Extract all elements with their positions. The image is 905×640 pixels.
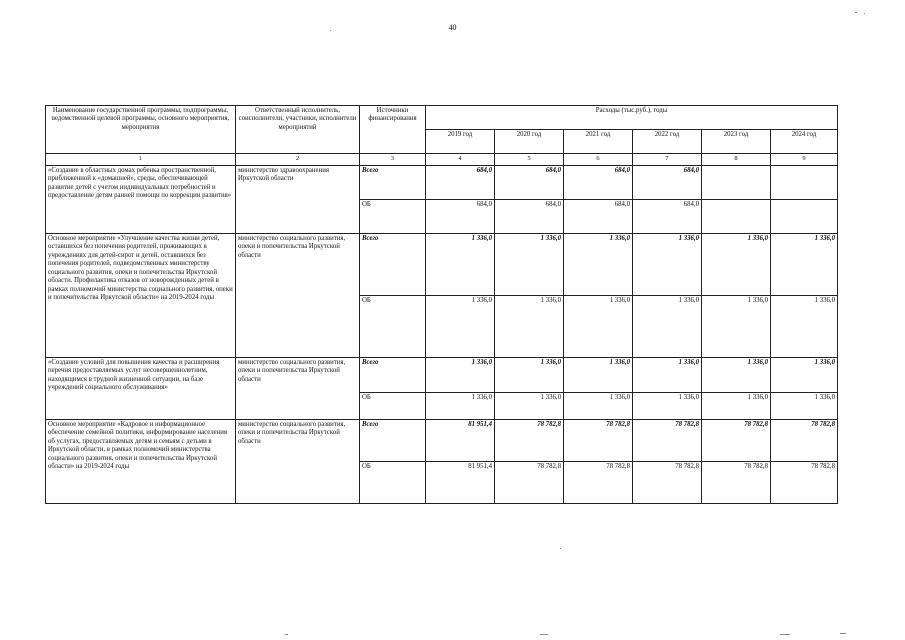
column-number: 5 xyxy=(495,154,564,166)
expense-value: 78 782,8 xyxy=(771,420,838,462)
expense-value: 1 336,0 xyxy=(495,296,564,358)
table-row xyxy=(46,358,838,393)
expense-value: 1 336,0 xyxy=(564,234,633,296)
expense-value: 1 336,0 xyxy=(495,393,564,420)
measure-executor: министерство социального развития, опеки и попечительства Иркутской области xyxy=(236,420,360,504)
expense-value: 684,0 xyxy=(564,166,633,200)
expense-value: 78 782,8 xyxy=(633,420,702,462)
expense-value: 1 336,0 xyxy=(426,393,495,420)
expense-value: 78 782,8 xyxy=(564,462,633,504)
expense-value: 684,0 xyxy=(633,200,702,234)
expense-value: 1 336,0 xyxy=(633,358,702,393)
column-number: 7 xyxy=(633,154,702,166)
header-year: 2024 год xyxy=(771,130,838,154)
expense-value: 1 336,0 xyxy=(702,358,771,393)
scan-speck xyxy=(780,634,790,635)
header-executor: Ответственный исполнитель, соисполнители, участники, исполнители мероприятий xyxy=(236,106,360,154)
scan-speck xyxy=(855,12,857,13)
expense-value: 78 782,8 xyxy=(633,462,702,504)
column-number: 1 xyxy=(46,154,236,166)
expense-value: 1 336,0 xyxy=(702,296,771,358)
expense-value xyxy=(702,200,771,234)
expense-value: 1 336,0 xyxy=(633,393,702,420)
expense-value: 1 336,0 xyxy=(426,358,495,393)
funding-source: ОБ xyxy=(360,393,426,420)
expense-value: 78 782,8 xyxy=(564,420,633,462)
measure-name: «Создание в областных домах ребенка пространственной, приближенной к «домашней», среды, обеспечивающей развитие детей с учетом индивидуальных потребностей и предоставление детям ранней помощи по коррекции развития» xyxy=(46,166,236,234)
expense-value: 1 336,0 xyxy=(771,358,838,393)
funding-source: Всего xyxy=(360,358,426,393)
column-number: 6 xyxy=(564,154,633,166)
budget-table xyxy=(45,105,838,504)
funding-source: ОБ xyxy=(360,296,426,358)
scan-speck xyxy=(330,30,331,31)
header-year: 2023 год xyxy=(702,130,771,154)
expense-value xyxy=(771,200,838,234)
expense-value: 1 336,0 xyxy=(633,234,702,296)
funding-source: Всего xyxy=(360,420,426,462)
expense-value: 1 336,0 xyxy=(495,358,564,393)
expense-value: 78 782,8 xyxy=(702,420,771,462)
scan-speck xyxy=(560,548,561,549)
expense-value: 1 336,0 xyxy=(564,393,633,420)
measure-name: Основное мероприятие «Кадровое и информационное обеспечение семейной политики, информирование населения об услугах, предоставляемых детям и семьям с детьми в Иркутской области, в рамках полномочий министерства социального развития, опеки и попечительства Иркутской области» на 2019-2024 годы xyxy=(46,420,236,504)
expense-value: 1 336,0 xyxy=(564,296,633,358)
scan-speck xyxy=(285,634,288,635)
header-expenses: Расходы (тыс.руб.), годы xyxy=(426,106,838,130)
measure-executor: министерство социального развития, опеки и попечительства Иркутской области xyxy=(236,234,360,358)
expense-value: 1 336,0 xyxy=(495,234,564,296)
scan-speck xyxy=(864,13,865,14)
expense-value: 1 336,0 xyxy=(771,234,838,296)
expense-value: 1 336,0 xyxy=(633,296,702,358)
funding-source: ОБ xyxy=(360,200,426,234)
scan-speck xyxy=(840,633,846,634)
expense-value: 78 782,8 xyxy=(495,420,564,462)
header-source: Источники финансирования xyxy=(360,106,426,154)
page-number: 40 xyxy=(448,23,457,32)
expense-value: 78 782,8 xyxy=(771,462,838,504)
header-year: 2022 год xyxy=(633,130,702,154)
expense-value: 1 336,0 xyxy=(426,296,495,358)
expense-value: 684,0 xyxy=(495,166,564,200)
header-year: 2021 год xyxy=(564,130,633,154)
column-number: 2 xyxy=(236,154,360,166)
header-year: 2020 год xyxy=(495,130,564,154)
measure-executor: министерство социального развития, опеки и попечительства Иркутской области xyxy=(236,358,360,420)
expense-value: 81 951,4 xyxy=(426,420,495,462)
column-number: 3 xyxy=(360,154,426,166)
expense-value: 684,0 xyxy=(564,200,633,234)
expense-value: 684,0 xyxy=(426,200,495,234)
funding-source: Всего xyxy=(360,234,426,296)
column-number: 4 xyxy=(426,154,495,166)
table-row xyxy=(46,234,838,296)
expense-value: 684,0 xyxy=(426,166,495,200)
table-row xyxy=(46,166,838,200)
measure-executor: министерство здравоохранения Иркутской области xyxy=(236,166,360,234)
expense-value xyxy=(771,166,838,200)
expense-value: 1 336,0 xyxy=(771,296,838,358)
header-year: 2019 год xyxy=(426,130,495,154)
table-row xyxy=(46,420,838,462)
column-number: 9 xyxy=(771,154,838,166)
column-number: 8 xyxy=(702,154,771,166)
expense-value: 1 336,0 xyxy=(771,393,838,420)
header-name: Наименование государственной программы, подпрограммы, ведомственной целевой программы, основного мероприятия, мероприятия xyxy=(46,106,236,154)
measure-name: Основное мероприятие «Улучшение качества жизни детей, оставшихся без попечения родителей, проживающих в учреждениях для детей-сирот и детей, оставшихся без попечения родителей, подведомственных министерству социального развития, опеки и попечительства Иркутской области. Профилактика отказов от новорожденных детей в рамках полномочий министерства социального развития, опеки и попечительства Иркутской области» на 2019-2024 годы xyxy=(46,234,236,358)
measure-name: «Создание условий для повышения качества и расширения перечня предоставляемых услуг несовершеннолетним, находящимся в трудной жизненной ситуации, на базе учреждений социального обслуживания» xyxy=(46,358,236,420)
funding-source: ОБ xyxy=(360,462,426,504)
expense-value: 78 782,8 xyxy=(702,462,771,504)
expense-value: 81 951,4 xyxy=(426,462,495,504)
funding-source: Всего xyxy=(360,166,426,200)
expense-value: 1 336,0 xyxy=(426,234,495,296)
scan-speck xyxy=(540,634,548,635)
expense-value: 1 336,0 xyxy=(564,358,633,393)
expense-value: 684,0 xyxy=(495,200,564,234)
expense-value: 684,0 xyxy=(633,166,702,200)
expense-value: 1 336,0 xyxy=(702,234,771,296)
expense-value: 78 782,8 xyxy=(495,462,564,504)
expense-value: 1 336,0 xyxy=(702,393,771,420)
expense-value xyxy=(702,166,771,200)
